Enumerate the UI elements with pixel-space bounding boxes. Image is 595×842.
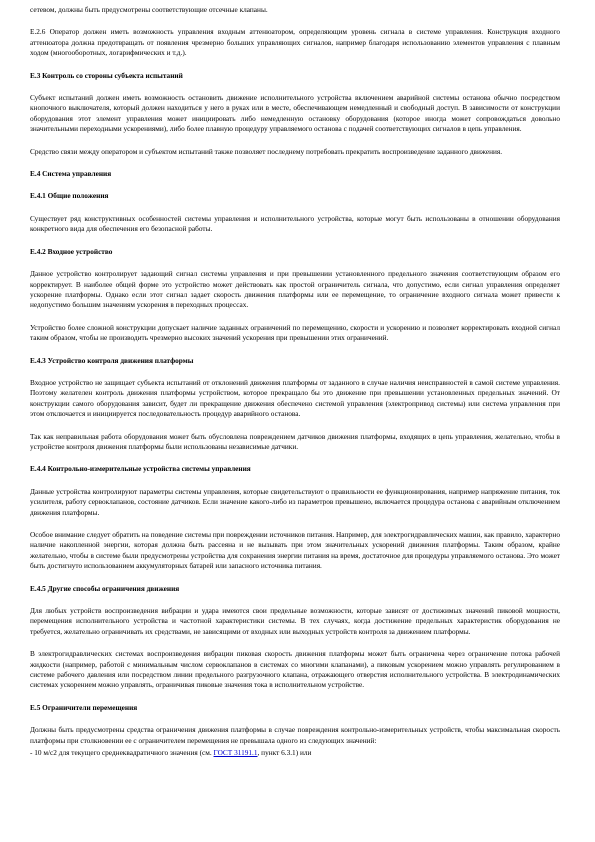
list-item-limit — [30, 748, 560, 758]
paragraph-e44-1: Данные устройства контролируют параметры системы управления, которые свидетельствуют о правильности ее функционирования, например напряжение питания, ток усилителя, работу сервоклапанов, состояние датчиков. Если значение какого-либо из параметров превышено, включается процедура останова с аварийным отключением движения платформы. — [30, 486, 560, 517]
paragraph-e3-2: Средство связи между оператором и субъектом испытаний также позволяет последнему потребовать прекратить воспроизведение заданного движения. — [30, 146, 503, 156]
paragraph-e45-1: Для любых устройств воспроизведения вибрации и удара имеются свои предельные возможности, которые зависят от достижимых значений пиковой мощности, перемещения исполнительного устройства и частотной характеристики системы. В тех случаях, когда достижение предельных характеристик оборудования не требуется, желательно ограничивать их средствами, не зависящими от входных или выходных устройств контроля за движением платформы. — [30, 606, 560, 636]
paragraph-e42-1: Данное устройство контролирует задающий сигнал системы управления и при превышении установленного предельного значения соответствующим образом его корректирует. В наиболее общей форме это устройство может действовать как простой ограничитель сигнала, что допустимо, если сигнал управления определяет ускорение платформы. Однако если этот сигнал задает скорость движения платформы или ее перемещение, то ограничение входного сигнала может привести к недопустимо большим значениям ускорения в переходных процессах. — [30, 269, 560, 310]
list-item-text-pre: - 10 м/с2 для текущего среднеквадратичного значения (см. — [30, 748, 214, 758]
heading-e45: Е.4.5 Другие способы ограничения движения — [30, 583, 180, 593]
paragraph-e42-2: Устройство более сложной конструкции допускает наличие заданных ограничений по перемещению, скорости и ускорению и позволяет корректировать входной сигнал таким образом, чтобы не производить чрезмерно высоких значений ускорения при превышении этих ограничений. — [30, 322, 560, 343]
paragraph-e26: Е.2.6 Оператор должен иметь возможность управления входным аттенюатором, определяющим уровень сигнала в системе управления. Конструкция входного аттенюатора должна предотвращать от появления чрезмерно больших управляющих сигналов, например благодаря использованию элементов управления с плавным ходом (многооборотных, логарифмических и т.д.). — [30, 27, 560, 58]
paragraph-e43-2: Так как неправильная работа оборудования может быть обусловлена повреждением датчиков движения платформы, входящих в цепь управления, желательно, чтобы в устройстве контроля движения платформы были использованы независимые датчики. — [30, 431, 560, 451]
paragraph-e45-2: В электрогидравлических системах воспроизведения вибрации пиковая скорость движения платформы может быть ограничена через ограничение потока рабочей жидкости (например, работой с минимальным числом сервоклапанов в системах со многими клапанами), а пиковым ускорением можно управлять регулированием в системе рабочего давления или посредством линии предельного разгрузочного клапана, отражающего отверстия исполнительного устройства. В электродинамических системах ускорением можно управлять, ограничивая пиковые значения тока в исполнительном устройстве. — [30, 649, 560, 690]
heading-e44: Е.4.4 Контрольно-измерительные устройства системы управления — [30, 464, 251, 474]
paragraph-e44-2: Особое внимание следует обратить на поведение системы при повреждении источников питания. Например, для электрогидравлических машин, как правило, характерно наличие накопленной энергии, которая должна быть рассеяна и не вызывать при этом значительных ускорений движения платформы. Таким образом, крайне желательно, чтобы в системе были предусмотрены устройства для сохранения энергии питания на время, достаточное для процедуры управляемого останова. Это может быть достигнуто использованием аккумуляторных батарей или запасного источника питания. — [30, 530, 560, 571]
paragraph-intro: сетевом, должны быть предусмотрены соответствующие отсечные клапаны. — [30, 5, 268, 14]
heading-e5: Е.5 Ограничители перемещения — [30, 702, 138, 712]
paragraph-e5-1: Должны быть предусмотрены средства ограничения движения платформы в случае повреждения контрольно-измерительных устройств, чтобы максимальная скорость платформы при столкновении ее с ограничителем перемещения не превышала одного из следующих значений: — [30, 725, 560, 745]
heading-e4: Е.4 Система управления — [30, 169, 112, 179]
gost-link[interactable]: ГОСТ 31191.1 — [213, 748, 258, 758]
heading-e42: Е.4.2 Входное устройство — [30, 246, 113, 256]
heading-e43: Е.4.3 Устройство контроля движения платформы — [30, 355, 194, 365]
paragraph-e43-1: Входное устройство не защищает субъекта испытаний от отклонений движения платформы от заданного в случае наличия неисправностей в самой системе управления. Поэтому желателен контроль движения платформы устройством, которое прекращало бы это движение при превышении установленных предельных значений. От конструкции самого оборудования зависит, будет ли прекращение движения обеспечено системой управления (электропривод системы) или система управления при этом отключается и инициируется последовательность процедур аварийного останова. — [30, 377, 560, 419]
paragraph-e41: Существует ряд конструктивных особенностей системы управления и исполнительного устройства, которые могут быть использованы в отношении оборудования конкретного вида для обеспечения его безопасной работы. — [30, 213, 560, 234]
heading-e3: Е.3 Контроль со стороны субъекта испытаний — [30, 70, 183, 80]
paragraph-e3-1: Субъект испытаний должен иметь возможность остановить движение исполнительного устройства включением аварийной системы останова обычно посредством кнопочного выключателя, который должен находиться у него в руках или в месте, обеспечивающем немедленный и свободный доступ. В зависимости от конструкции оборудования этот элемент управления может инициировать либо немедленную остановку оборудования (которое иногда может сопровождаться довольно значительными переходными ускорениями), либо более плавную процедуру управляемого останова с подачей соответствующих сигналов в цепь управления. — [30, 93, 560, 134]
heading-e41: Е.4.1 Общие положения — [30, 191, 109, 201]
list-item-text-post: , пункт 6.3.1) или — [257, 748, 312, 758]
